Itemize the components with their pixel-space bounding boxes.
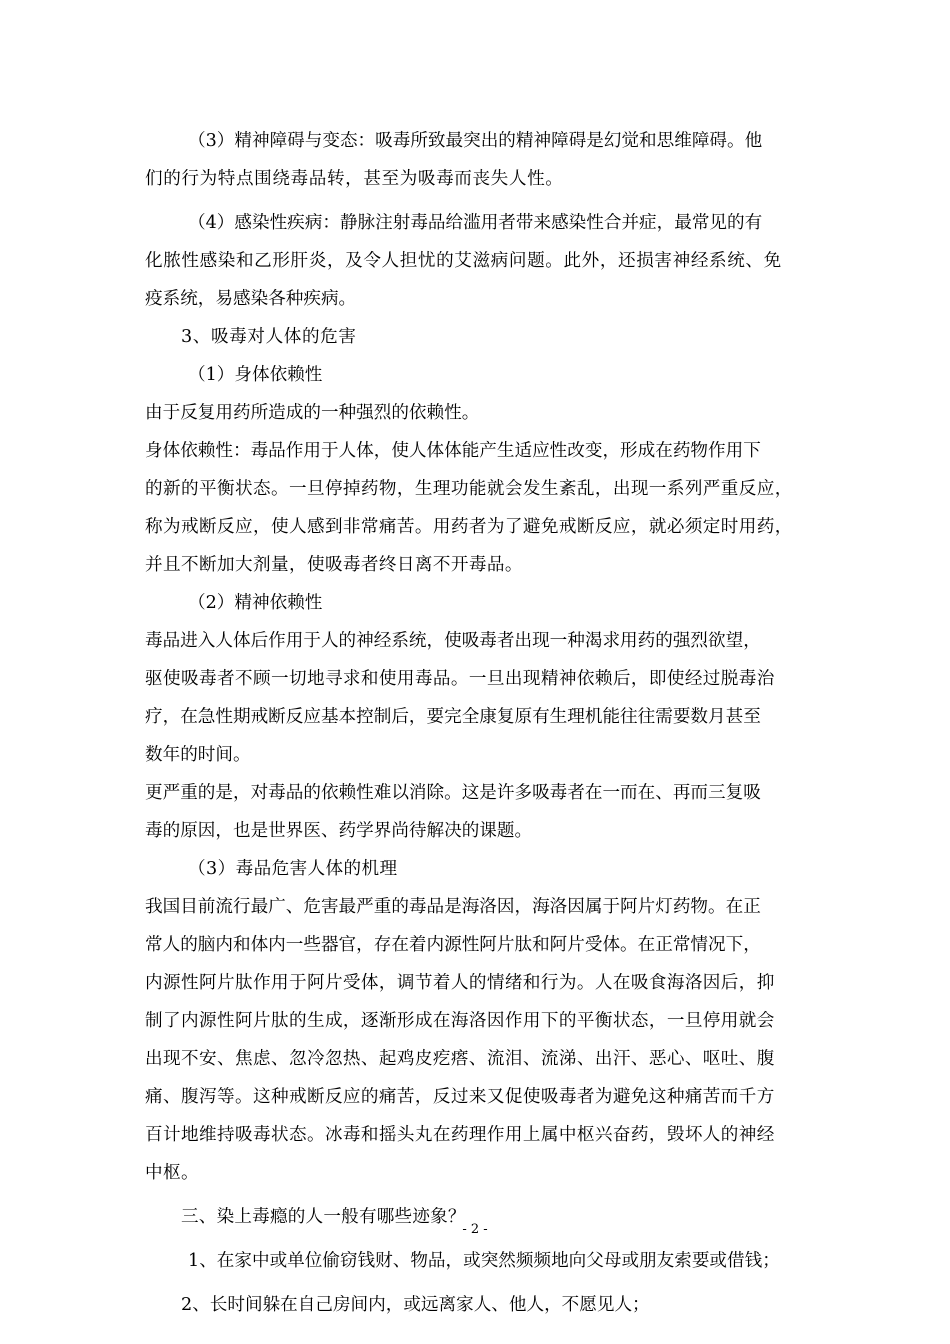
- para-mechanism-line-1: 我国目前流行最广、危害最严重的毒品是海洛因，海洛因属于阿片灯药物。在正: [145, 897, 761, 917]
- para-physical-line-3: 称为戒断反应，使人感到非常痛苦。用药者为了避免戒断反应，就必须定时用药，: [145, 517, 793, 537]
- para-infection-line-2: 化脓性感染和乙形肝炎，及令人担忧的艾滋病问题。此外，还损害神经系统、免: [145, 251, 782, 271]
- page-number: - 2 -: [462, 1222, 488, 1237]
- section-heading-harm: 3、吸毒对人体的危害: [181, 327, 357, 347]
- section-heading-signs: 三、染上毒瘾的人一般有哪些迹象？: [181, 1207, 466, 1227]
- para-mechanism-line-3: 内源性阿片肽作用于阿片受体，调节着人的情绪和行为。人在吸食海洛因后，抑: [145, 973, 775, 993]
- para-severe-line-2: 毒的原因，也是世界医、药学界尚待解决的课题。: [145, 821, 533, 841]
- para-mental-line-4: 数年的时间。: [145, 745, 251, 765]
- subheading-physical-dependence: （1）身体依赖性: [188, 365, 323, 385]
- para-physical-intro: 由于反复用药所造成的一种强烈的依赖性。: [145, 403, 480, 423]
- para-mechanism-line-6: 痛、腹泻等。这种戒断反应的痛苦，反过来又促使吸毒者为避免这种痛苦而千方: [145, 1087, 775, 1107]
- para-severe-line-1: 更严重的是，对毒品的依赖性难以消除。这是许多吸毒者在一而在、再而三复吸: [145, 783, 761, 803]
- subheading-mental-dependence: （2）精神依赖性: [188, 593, 323, 613]
- para-mechanism-line-4: 制了内源性阿片肽的生成，逐渐形成在海洛因作用下的平衡状态，一旦停用就会: [145, 1011, 775, 1031]
- body-text: [145, 122, 810, 1324]
- para-mental-disorder-line-2: 们的行为特点围绕毒品转，甚至为吸毒而丧失人性。: [145, 169, 564, 189]
- para-mental-line-3: 疗，在急性期戒断反应基本控制后，要完全康复原有生理机能往往需要数月甚至: [145, 707, 761, 727]
- subheading-mechanism: （3）毒品危害人体的机理: [188, 859, 398, 879]
- para-mental-line-1: 毒品进入人体后作用于人的神经系统，使吸毒者出现一种渴求用药的强烈欲望，: [145, 631, 761, 651]
- para-infection-line-1: （4）感染性疾病：静脉注射毒品给滥用者带来感染性合并症，最常见的有: [188, 213, 763, 233]
- para-physical-line-2: 的新的平衡状态。一旦停掉药物，生理功能就会发生紊乱，出现一系列严重反应，: [145, 479, 793, 499]
- para-mechanism-line-2: 常人的脑内和体内一些器官，存在着内源性阿片肽和阿片受体。在正常情况下，: [145, 935, 761, 955]
- para-mechanism-line-5: 出现不安、焦虑、忽冷忽热、起鸡皮疙瘩、流泪、流涕、出汗、恶心、呕吐、腹: [145, 1049, 775, 1069]
- para-mechanism-line-7: 百计地维持吸毒状态。冰毒和摇头丸在药理作用上属中枢兴奋药，毁坏人的神经: [145, 1125, 775, 1145]
- para-mechanism-line-8: 中枢。: [145, 1163, 199, 1183]
- list-item-sign-1: 1、在家中或单位偷窃钱财、物品，或突然频频地向父母或朋友索要或借钱；: [188, 1251, 780, 1271]
- list-item-sign-2: 2、长时间躲在自己房间内，或远离家人、他人，不愿见人；: [181, 1295, 650, 1315]
- para-mental-line-2: 驱使吸毒者不顾一切地寻求和使用毒品。一旦出现精神依赖后，即使经过脱毒治: [145, 669, 775, 689]
- para-physical-line-1: 身体依赖性：毒品作用于人体，使人体体能产生适应性改变，形成在药物作用下: [145, 441, 761, 461]
- para-physical-line-4: 并且不断加大剂量，使吸毒者终日离不开毒品。: [145, 555, 523, 575]
- para-infection-line-3: 疫系统，易感染各种疾病。: [145, 289, 357, 309]
- para-mental-disorder-line-1: （3）精神障碍与变态：吸毒所致最突出的精神障碍是幻觉和思维障碍。他: [188, 131, 763, 151]
